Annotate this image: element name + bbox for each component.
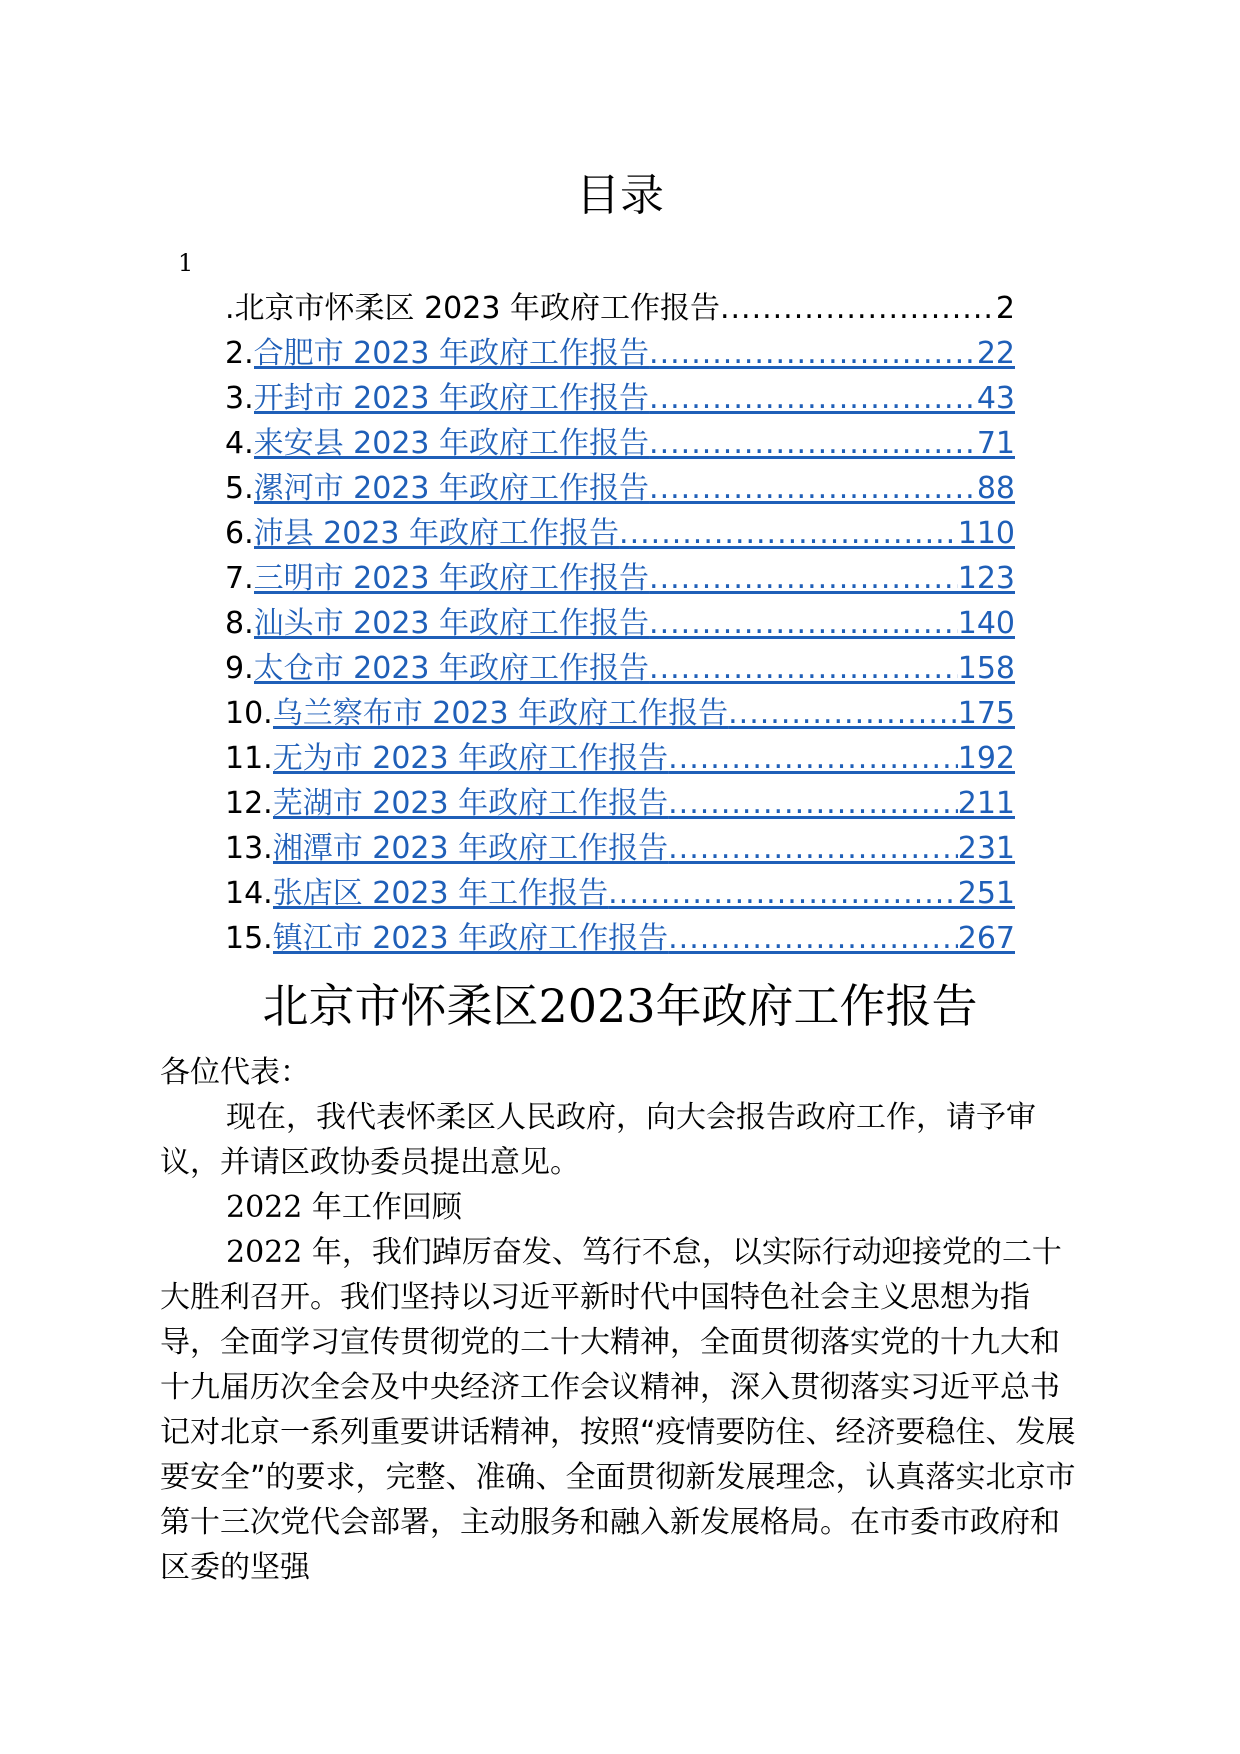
- toc-entry-label: .北京市怀柔区 2023 年政府工作报告: [225, 291, 720, 326]
- toc-entry-number: 4.: [225, 426, 254, 461]
- toc-entry-label: 漯河市 2023 年政府工作报告: [253, 471, 650, 506]
- toc-entry-label: 乌兰察布市 2023 年政府工作报告: [272, 696, 729, 731]
- toc-entry: [225, 466, 1015, 511]
- toc-entry-number: 11.: [225, 741, 273, 776]
- toc-entry-link[interactable]: [273, 736, 1015, 781]
- toc-entry-page: 158: [957, 651, 1015, 686]
- toc-entry-number: 8.: [225, 606, 254, 641]
- toc-entry-page: 140: [957, 606, 1015, 641]
- toc-entry-page: 123: [957, 561, 1015, 596]
- toc-entry-page: 267: [957, 921, 1015, 956]
- toc-entry-link[interactable]: [254, 646, 1015, 691]
- toc-entry-number: 10.: [225, 696, 273, 731]
- toc-entry-number: 14.: [225, 876, 273, 911]
- toc-entry-page: 71: [976, 426, 1015, 461]
- toc-leader-dots: [649, 601, 958, 646]
- toc-leader-dots: [668, 781, 958, 826]
- toc-entry: [225, 331, 1015, 376]
- toc-entry-number: 15.: [225, 921, 273, 956]
- toc-entry-link[interactable]: [254, 421, 1015, 466]
- toc-entry-link[interactable]: [273, 691, 1015, 736]
- toc-entry-page: 175: [957, 696, 1015, 731]
- document-title-year: 2023: [538, 979, 656, 1033]
- document-title-prefix: 北京市怀柔区: [262, 979, 539, 1033]
- toc-title: 目录: [576, 170, 664, 221]
- toc-entry-page: 22: [976, 336, 1015, 371]
- intro-paragraph: 现在，我代表怀柔区人民政府，向大会报告政府工作，请予审议，并请区政协委员提出意见。: [160, 1100, 1036, 1180]
- toc-entry: [225, 421, 1015, 466]
- toc-entry-number: 5.: [225, 471, 254, 506]
- toc-entry-label: 湘潭市 2023 年政府工作报告: [272, 831, 669, 866]
- toc-leader-dots: [649, 331, 977, 376]
- document-title-suffix: 年政府工作报告: [655, 979, 978, 1033]
- toc-entry-link[interactable]: [273, 871, 1015, 916]
- toc-leader-dots: [728, 691, 958, 736]
- toc-entry: [225, 556, 1015, 601]
- document-body: [160, 1050, 1080, 1590]
- toc-entry-page: 231: [957, 831, 1015, 866]
- toc-marker: 1: [178, 249, 194, 277]
- toc-entry-page: 211: [957, 786, 1015, 821]
- toc-entry: [225, 691, 1015, 736]
- toc-leader-dots: [668, 736, 958, 781]
- toc-entry-label: 太仓市 2023 年政府工作报告: [253, 651, 650, 686]
- toc-entry-link[interactable]: [273, 916, 1015, 961]
- toc-entry-page: 110: [957, 516, 1015, 551]
- toc-entry-number: 3.: [225, 381, 254, 416]
- toc-entry: [225, 826, 1015, 871]
- toc-entry-link[interactable]: [254, 331, 1015, 376]
- review-paragraph-year: 2022: [226, 1235, 303, 1270]
- toc-entry: [225, 511, 1015, 556]
- toc-entry-page: 251: [957, 876, 1015, 911]
- toc-entry: [225, 286, 1015, 331]
- toc-entry-link[interactable]: [254, 511, 1015, 556]
- toc-entry-number: 9.: [225, 651, 254, 686]
- section-heading: [160, 1185, 1080, 1230]
- toc-entry-page: 192: [957, 741, 1015, 776]
- toc-entry-link[interactable]: [273, 781, 1015, 826]
- toc-entry-number: 6.: [225, 516, 254, 551]
- toc-entry: [225, 376, 1015, 421]
- toc-entry-label: 三明市 2023 年政府工作报告: [253, 561, 650, 596]
- toc-entry-label: 芜湖市 2023 年政府工作报告: [272, 786, 669, 821]
- toc-entry-page: 88: [976, 471, 1015, 506]
- toc-entry-label: 无为市 2023 年政府工作报告: [272, 741, 669, 776]
- toc-entry: [225, 871, 1015, 916]
- toc-entry: [225, 736, 1015, 781]
- toc-entry-link[interactable]: [254, 556, 1015, 601]
- toc-entry: [225, 916, 1015, 961]
- toc-leader-dots: [649, 466, 977, 511]
- toc-leader-dots: [649, 556, 958, 601]
- toc-leader-dots: [720, 286, 996, 331]
- toc-entry-number: 2.: [225, 336, 254, 371]
- toc-entry-link[interactable]: [225, 286, 1015, 331]
- toc-entry-label: 沛县 2023 年政府工作报告: [253, 516, 620, 551]
- table-of-contents: [225, 286, 1015, 961]
- section-heading-text: 年工作回顾: [311, 1190, 462, 1225]
- review-paragraph-text: 年，我们踔厉奋发、笃行不怠，以实际行动迎接党的二十大胜利召开。我们坚持以习近平新时代中国特色社会主义思想为指导，全面学习宣传贯彻党的二十大精神，全面贯彻落实党的十九大和十九届历次全会及中央经济工作会议精神，深入贯彻落实习近平总书记对北京一系列重要讲话精神，按照“疫情要防住、经济要稳住、发展要安全”的要求，完整、准确、全面贯彻新发展理念，认真落实北京市第十三次党代会部署，主动服务和融入新发展格局。在市委市政府和区委的坚强: [160, 1235, 1076, 1585]
- toc-entry-label: 汕头市 2023 年政府工作报告: [253, 606, 650, 641]
- toc-leader-dots: [649, 646, 958, 691]
- toc-leader-dots: [649, 376, 977, 421]
- toc-entry-label: 张店区 2023 年工作报告: [272, 876, 609, 911]
- toc-leader-dots: [668, 826, 958, 871]
- toc-entry-label: 合肥市 2023 年政府工作报告: [253, 336, 650, 371]
- toc-entry-label: 来安县 2023 年政府工作报告: [253, 426, 650, 461]
- toc-entry: [225, 646, 1015, 691]
- review-paragraph: [160, 1230, 1080, 1590]
- toc-entry-label: 镇江市 2023 年政府工作报告: [272, 921, 669, 956]
- toc-leader-dots: [608, 871, 958, 916]
- toc-entry-number: 12.: [225, 786, 273, 821]
- toc-entry-link[interactable]: [254, 466, 1015, 511]
- toc-entry-link[interactable]: [254, 376, 1015, 421]
- toc-entry-label: 开封市 2023 年政府工作报告: [253, 381, 650, 416]
- toc-entry-link[interactable]: [273, 826, 1015, 871]
- toc-entry-page: 43: [976, 381, 1015, 416]
- toc-entry: [225, 601, 1015, 646]
- toc-leader-dots: [619, 511, 958, 556]
- toc-entry-page: 2: [995, 291, 1015, 326]
- document-title: [0, 976, 1240, 1036]
- toc-entry-number: 7.: [225, 561, 254, 596]
- toc-entry-link[interactable]: [254, 601, 1015, 646]
- section-heading-year: 2022: [226, 1190, 303, 1225]
- salutation: 各位代表：: [160, 1055, 310, 1090]
- toc-leader-dots: [668, 916, 958, 961]
- toc-entry-number: 13.: [225, 831, 273, 866]
- toc-leader-dots: [649, 421, 977, 466]
- toc-entry: [225, 781, 1015, 826]
